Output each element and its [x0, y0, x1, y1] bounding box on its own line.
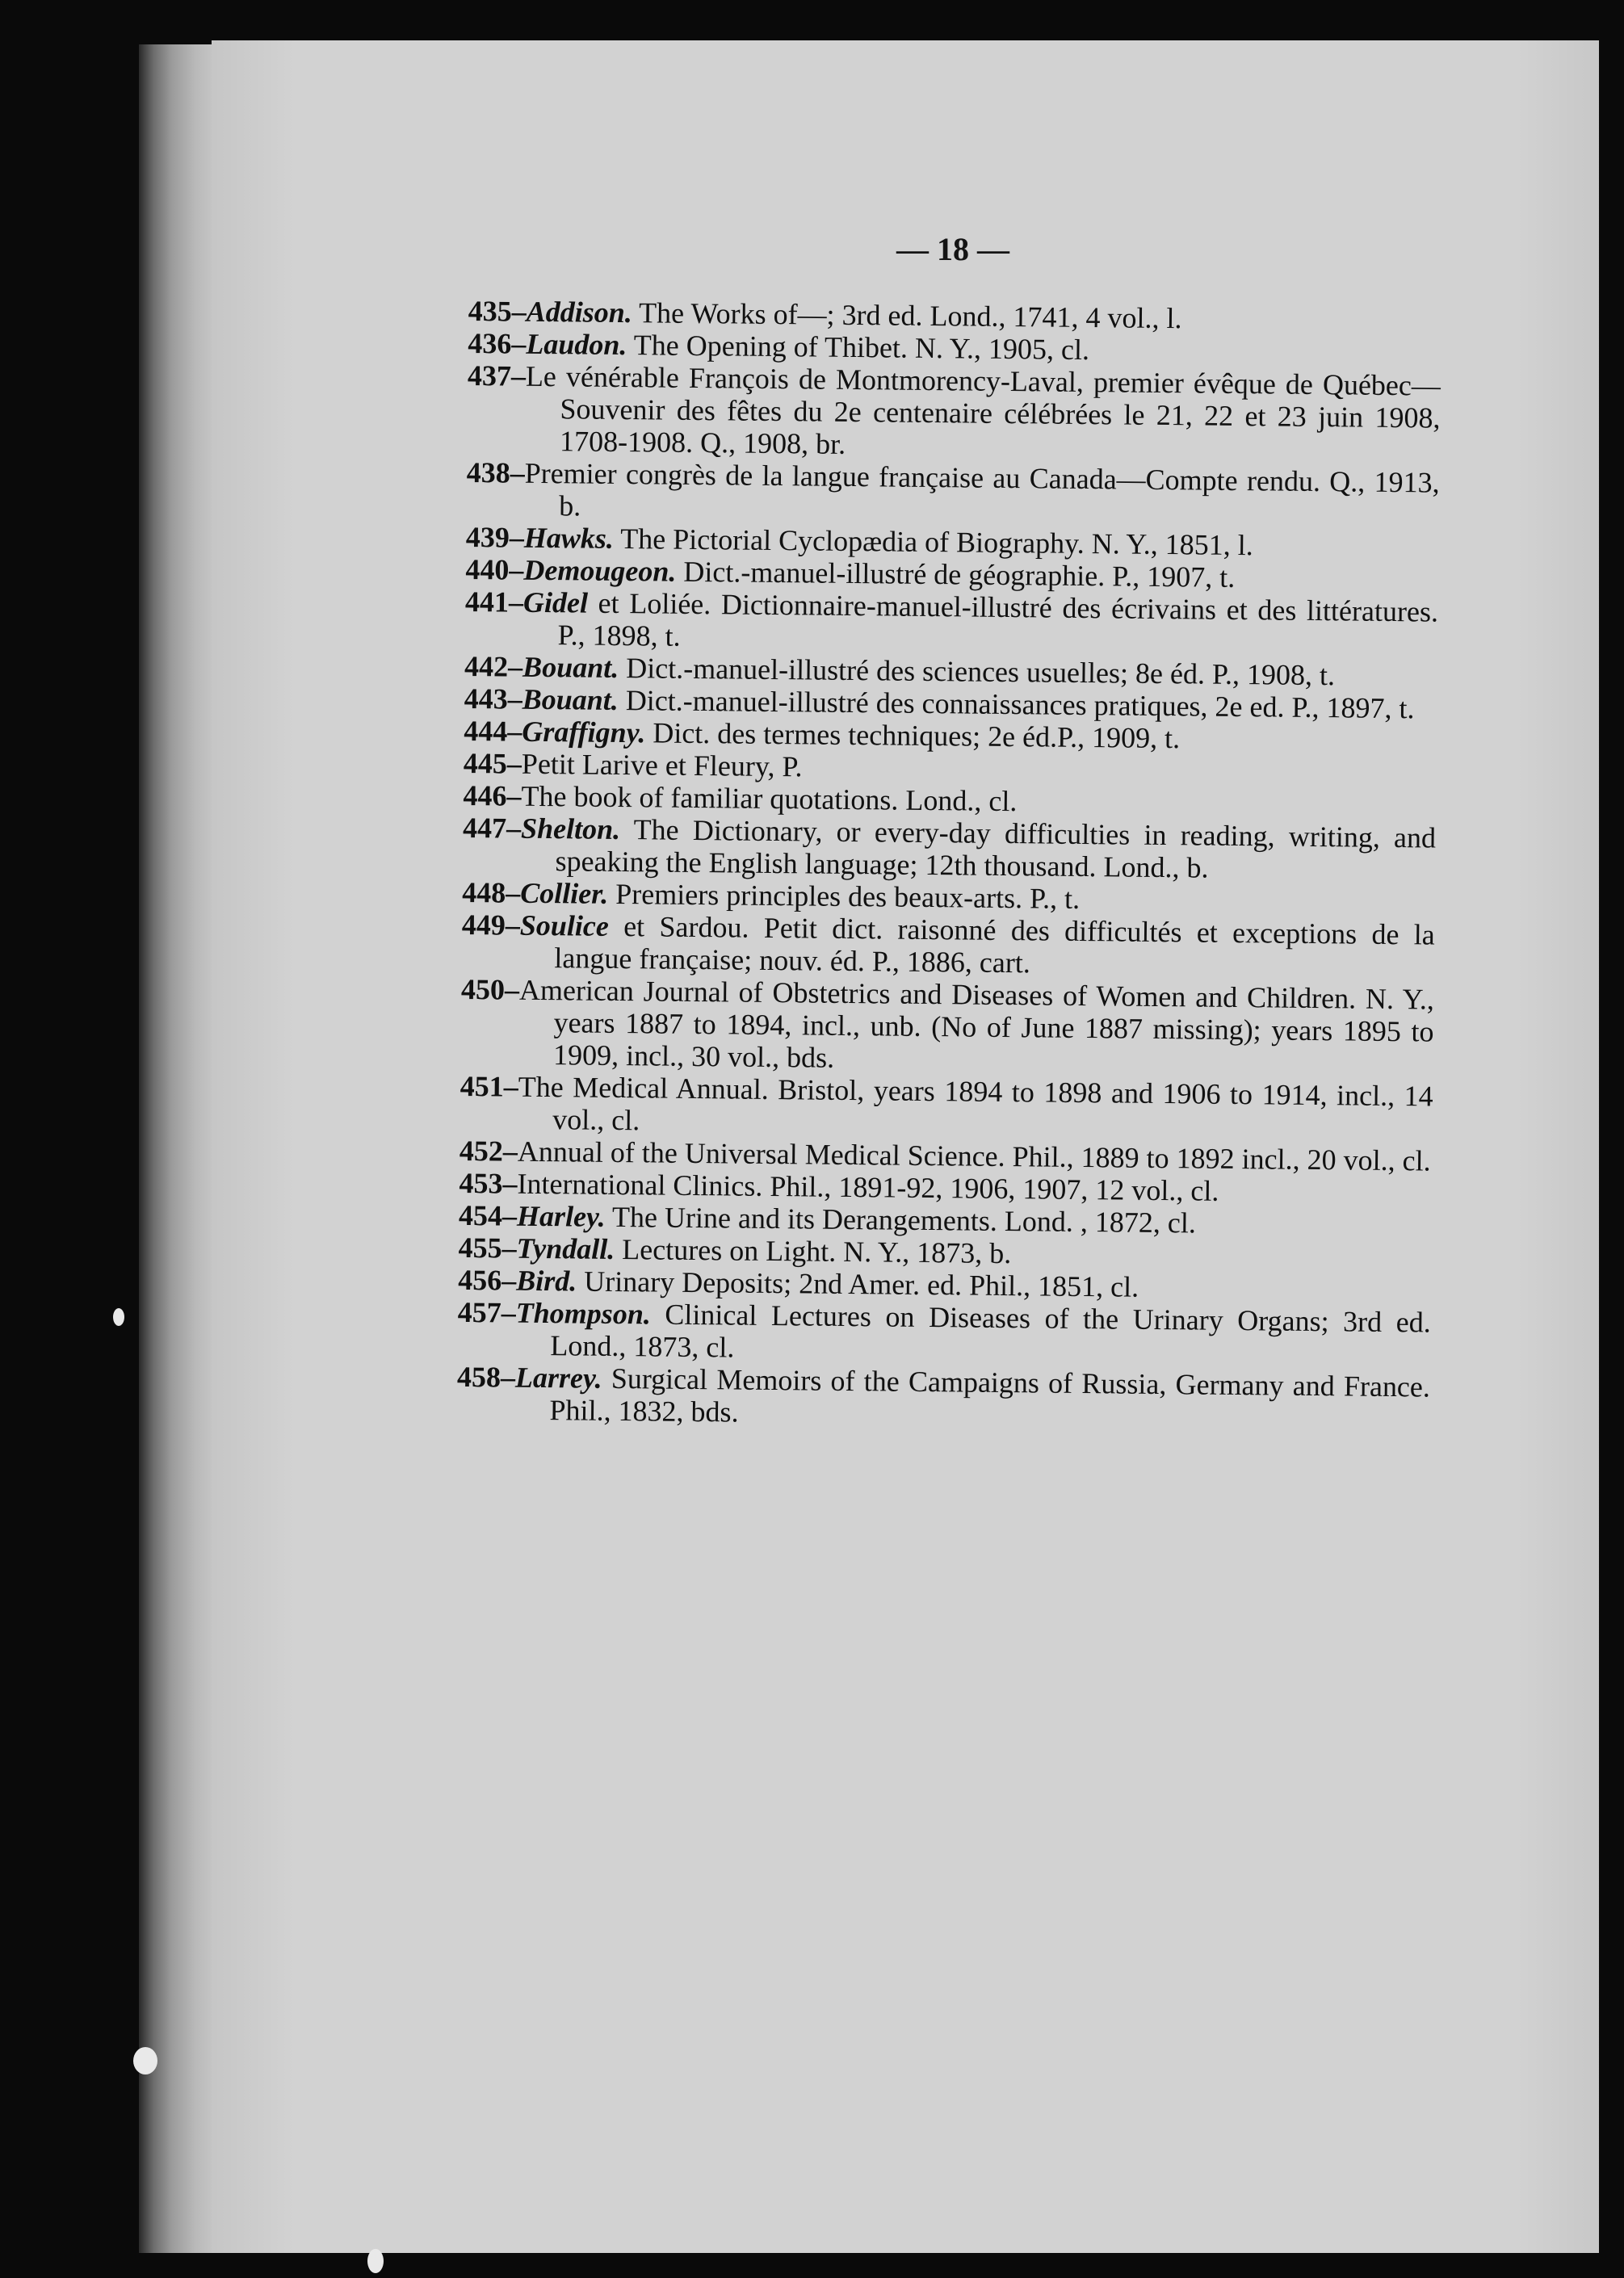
entry-number: 444– — [464, 714, 522, 748]
entry-number: 456– — [458, 1263, 517, 1297]
entry-author: Addison. — [526, 295, 633, 329]
entry-number: 437– — [467, 359, 527, 392]
entry-text: Dict.-manuel-illustré des sciences usuelles; 8e éd. P., 1908, t. — [619, 651, 1336, 692]
entry-author: Demougeon. — [523, 553, 677, 588]
entry-text: Premiers principles des beaux-arts. P., t. — [608, 877, 1081, 915]
entry-text: Surgical Memoirs of the Campaigns of Russia, Germany and France. Phil., 1832, bds. — [549, 1361, 1431, 1428]
entry-number: 439– — [465, 520, 525, 554]
entry-author: Graffigny. — [522, 715, 646, 749]
catalogue-entry — [464, 585, 1438, 661]
entry-author: Laudon. — [526, 327, 627, 362]
catalogue-entry — [456, 1361, 1430, 1436]
entry-number: 441– — [464, 585, 524, 619]
entry-author: Collier. — [520, 876, 609, 910]
entry-text: Dict.-manuel-illustré de géographie. P., 1907, t. — [676, 555, 1236, 594]
entry-number: 435– — [468, 295, 527, 328]
entry-text: et Loliée. Dictionnaire-manuel-illustré des écrivains et des littératures. P., 1898, t. — [557, 586, 1439, 652]
entry-text: et Sardou. Petit dict. raisonné des difficultés et exceptions de la langue française; nouv. éd. P., 1886, cart. — [554, 909, 1435, 980]
entry-text: Lectures on Light. N. Y., 1873, b. — [615, 1232, 1012, 1270]
entry-text: Dict. des termes techniques; 2e éd.P., 1909, t. — [645, 716, 1181, 755]
catalogue-entry — [457, 1296, 1431, 1371]
entry-author: Soulice — [519, 908, 610, 942]
catalogue-entry — [466, 456, 1440, 531]
entry-author: Tyndall. — [516, 1231, 615, 1265]
entry-author: Larrey. — [514, 1361, 602, 1395]
entry-number: 453– — [459, 1166, 518, 1200]
entry-number: 443– — [464, 682, 522, 715]
entry-number: 452– — [459, 1134, 518, 1168]
entry-text: The book of familiar quotations. Lond., cl. — [521, 779, 1018, 818]
entry-author: Thompson. — [515, 1296, 652, 1331]
book-page-edges — [139, 44, 220, 2253]
page-number: — 18 — — [896, 231, 1009, 267]
entry-text: Annual of the Universal Medical Science. Phil., 1889 to 1892 incl., 20 vol., cl. — [517, 1135, 1431, 1177]
entry-author: Shelton. — [520, 812, 621, 846]
entry-text: Petit Larive et Fleury, P. — [521, 747, 803, 783]
entry-number: 458– — [456, 1360, 516, 1394]
entry-author: Bouant. — [522, 650, 619, 684]
entry-number: 438– — [466, 455, 525, 489]
entry-text: The Urine and its Derangements. Lond. , 1872, cl. — [605, 1200, 1197, 1240]
entry-text: The Medical Annual. Bristol, years 1894 to 1898 and 1906 to 1914, incl., 14 vol., cl. — [518, 1070, 1433, 1137]
entry-number: 442– — [464, 649, 523, 683]
entry-text: The Opening of Thibet. N. Y., 1905, cl. — [627, 329, 1090, 367]
entry-number: 447– — [462, 811, 522, 845]
entry-text: The Dictionary, or every-day difficulties in reading, writing, and speaking the English language; 12th thousand. Lond., b. — [555, 813, 1437, 884]
catalogue-entry — [462, 812, 1436, 887]
catalogue-entry — [461, 908, 1435, 984]
entry-text: Premier congrès de la langue française au Canada—Compte rendu. Q., 1913, b. — [524, 456, 1440, 522]
entry-number: 449– — [461, 908, 521, 942]
scan-speck — [133, 2047, 157, 2075]
entry-number: 457– — [457, 1295, 517, 1329]
entry-text: Urinary Deposits; 2nd Amer. ed. Phil., 1851, cl. — [577, 1265, 1139, 1303]
entry-number: 445– — [463, 746, 522, 780]
entry-author: Bouant. — [522, 682, 619, 716]
scan-speck — [113, 1308, 124, 1326]
entry-text: International Clinics. Phil., 1891-92, 1906, 1907, 12 vol., cl. — [517, 1167, 1219, 1207]
catalogue-entry — [467, 359, 1441, 467]
entry-number: 455– — [458, 1231, 517, 1265]
entry-text: The Works of—; 3rd ed. Lond., 1741, 4 vol., l. — [632, 296, 1182, 335]
catalogue-entry — [460, 973, 1434, 1080]
entry-author: Hawks. — [523, 521, 615, 555]
entry-number: 454– — [458, 1198, 518, 1232]
entry-text: Clinical Lectures on Diseases of the Urinary Organs; 3rd ed. Lond., 1873, cl. — [550, 1298, 1431, 1364]
entry-number: 436– — [468, 326, 527, 360]
catalogue-entry — [460, 1070, 1433, 1145]
entry-author: Bird. — [516, 1264, 577, 1298]
entry-text: Le vénérable François de Montmorency-Laval, premier évêque de Québec—Souvenir des fêtes du 2e centenaire célébrées le 21, 22 et 23 juin 1908, 1708-1908. Q., 1908, br. — [525, 359, 1441, 460]
entry-text: American Journal of Obstetrics and Diseases of Women and Children. N. Y., years 1887 to 1894, incl., unb. (No of June 1887 missing); years 1895 to 1909, incl., 30 vol., bds. — [518, 973, 1435, 1074]
entry-author: Harley. — [516, 1199, 606, 1233]
entry-number: 448– — [462, 875, 521, 909]
entry-number: 451– — [460, 1069, 518, 1103]
entry-author: Gidel — [522, 585, 589, 619]
scan-speck — [367, 2249, 384, 2273]
catalogue-entries — [451, 295, 1441, 1928]
entry-number: 440– — [465, 552, 524, 586]
entry-text: Dict.-manuel-illustré des connaissances pratiques, 2e ed. P., 1897, t. — [618, 683, 1415, 725]
entry-text: The Pictorial Cyclopædia of Biography. N. Y., 1851, l. — [613, 522, 1253, 562]
entry-number: 446– — [463, 778, 522, 812]
entry-number: 450– — [460, 972, 520, 1006]
